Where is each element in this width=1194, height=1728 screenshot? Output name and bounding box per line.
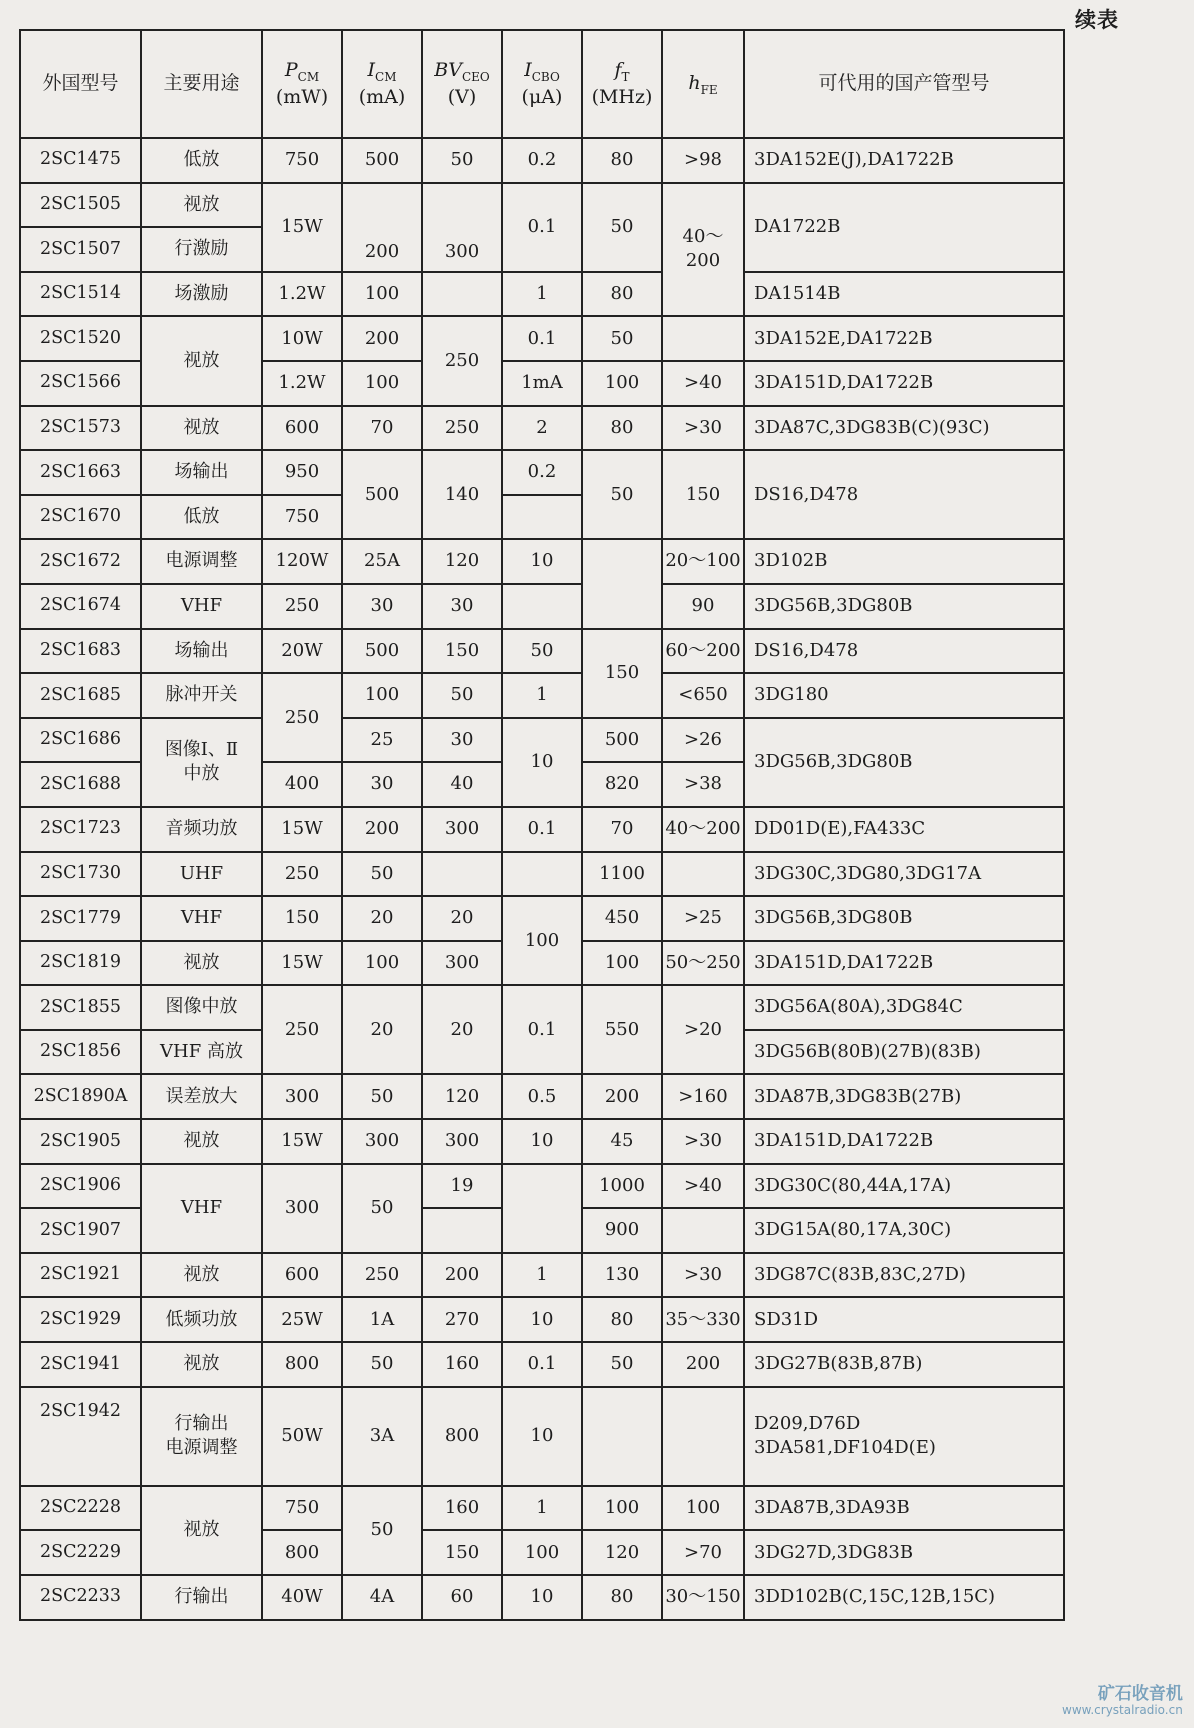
pcm-cell: 150: [262, 896, 342, 941]
icm-cell: 100: [342, 673, 422, 718]
model-cell: 2SC1730: [20, 852, 141, 897]
replacement-cell: 3DG30C,3DG80,3DG17A: [744, 852, 1064, 897]
pcm-cell: 25W: [262, 1297, 342, 1342]
model-cell: 2SC1929: [20, 1297, 141, 1342]
icbo-cell: 2: [502, 406, 582, 451]
use-cell: 视放: [141, 316, 262, 405]
pcm-cell: 10W: [262, 316, 342, 361]
ft-cell: 50: [582, 1342, 662, 1387]
site-watermark: 矿石收音机 www.crystalradio.cn: [1062, 1684, 1183, 1717]
bvceo-cell: 200: [422, 1253, 502, 1298]
model-cell: 2SC1674: [20, 584, 141, 629]
hfe-cell: >70: [662, 1530, 744, 1575]
icbo-cell: 0.1: [502, 985, 582, 1074]
bvceo-cell: 270: [422, 1297, 502, 1342]
replacement-cell: DD01D(E),FA433C: [744, 807, 1064, 852]
icm-cell: 50: [342, 852, 422, 897]
pcm-cell: 300: [262, 1074, 342, 1119]
replacement-cell: 3DD102B(C,15C,12B,15C): [744, 1575, 1064, 1620]
replacement-cell: 3DA151D,DA1722B: [744, 941, 1064, 986]
pcm-cell: 15W: [262, 1119, 342, 1164]
table-row: [20, 1387, 1064, 1486]
hfe-cell: 60～200: [662, 629, 744, 674]
hfe-cell: >40: [662, 1164, 744, 1209]
pcm-cell: 950: [262, 450, 342, 495]
use-cell: 视放: [141, 1342, 262, 1387]
hfe-cell: >25: [662, 896, 744, 941]
hfe-cell: >30: [662, 406, 744, 451]
bvceo-cell: 19: [422, 1164, 502, 1209]
ft-cell: [582, 1387, 662, 1486]
bvceo-cell: [422, 1208, 502, 1253]
ft-cell: [582, 539, 662, 628]
hfe-cell: 35～330: [662, 1297, 744, 1342]
table-row: [20, 896, 1064, 941]
model-cell: 2SC1475: [20, 138, 141, 183]
bvceo-cell: 140: [422, 450, 502, 539]
table-row: [20, 584, 1064, 629]
icm-cell: 50: [342, 1486, 422, 1575]
header-icbo: $I_{CBO}$ (μA): [502, 30, 582, 138]
bvceo-cell: 300: [422, 941, 502, 986]
model-cell: 2SC2228: [20, 1486, 141, 1531]
pcm-cell: 40W: [262, 1575, 342, 1620]
icm-cell: 20: [342, 896, 422, 941]
hfe-cell: <650: [662, 673, 744, 718]
header-use: 主要用途: [141, 30, 262, 138]
pcm-cell: 50W: [262, 1387, 342, 1486]
bvceo-cell: 30: [422, 584, 502, 629]
use-cell: 图像Ⅰ、Ⅱ 中放: [141, 718, 262, 807]
table-row: [20, 1297, 1064, 1342]
icm-cell: 50: [342, 1074, 422, 1119]
icm-cell: 50: [342, 1164, 422, 1253]
model-cell: 2SC1890A: [20, 1074, 141, 1119]
use-cell: 场输出: [141, 629, 262, 674]
model-cell: 2SC1907: [20, 1208, 141, 1253]
header-replacement: 可代用的国产管型号: [744, 30, 1064, 138]
use-cell: 行激励: [141, 227, 262, 272]
model-cell: 2SC1688: [20, 762, 141, 807]
hfe-cell: >98: [662, 138, 744, 183]
hfe-cell: >26: [662, 718, 744, 763]
icbo-cell: 10: [502, 1575, 582, 1620]
icbo-cell: 1: [502, 1486, 582, 1531]
use-cell: 视放: [141, 406, 262, 451]
use-cell: VHF: [141, 1164, 262, 1253]
replacement-cell: DA1722B: [744, 183, 1064, 272]
use-cell: VHF 高放: [141, 1030, 262, 1075]
bvceo-cell: [422, 272, 502, 317]
bvceo-cell: 20: [422, 896, 502, 941]
hfe-cell: [662, 852, 744, 897]
icbo-cell: [502, 584, 582, 629]
bvceo-cell: 250: [422, 406, 502, 451]
model-cell: 2SC2233: [20, 1575, 141, 1620]
hfe-cell: >30: [662, 1253, 744, 1298]
pcm-cell: 250: [262, 673, 342, 762]
pcm-cell: 20W: [262, 629, 342, 674]
model-cell: 2SC1663: [20, 450, 141, 495]
model-cell: 2SC2229: [20, 1530, 141, 1575]
icbo-cell: 0.5: [502, 1074, 582, 1119]
ft-cell: 50: [582, 183, 662, 272]
icm-cell: 200: [342, 316, 422, 361]
hfe-cell: 50～250: [662, 941, 744, 986]
icbo-cell: 1: [502, 272, 582, 317]
header-model: 外国型号: [20, 30, 141, 138]
pcm-cell: 600: [262, 1253, 342, 1298]
replacement-cell: 3DG180: [744, 673, 1064, 718]
transistor-substitution-table: [19, 29, 1065, 1621]
table-row: [20, 1342, 1064, 1387]
table-row: [20, 1119, 1064, 1164]
icbo-cell: 10: [502, 539, 582, 584]
model-cell: 2SC1573: [20, 406, 141, 451]
hfe-cell: >160: [662, 1074, 744, 1119]
bvceo-cell: 30: [422, 718, 502, 763]
table-row: [20, 1164, 1064, 1209]
ft-cell: 50: [582, 450, 662, 539]
model-cell: 2SC1856: [20, 1030, 141, 1075]
hfe-cell: 90: [662, 584, 744, 629]
use-cell: 视放: [141, 941, 262, 986]
header-hfe: $h_{FE}$: [662, 30, 744, 138]
use-cell: 行输出: [141, 1575, 262, 1620]
pcm-cell: 250: [262, 985, 342, 1074]
hfe-cell: 40～ 200: [662, 183, 744, 317]
icm-cell: 4A: [342, 1575, 422, 1620]
table-row: [20, 406, 1064, 451]
replacement-cell: 3DG27B(83B,87B): [744, 1342, 1064, 1387]
replacement-cell: 3DG56B,3DG80B: [744, 896, 1064, 941]
model-cell: 2SC1685: [20, 673, 141, 718]
hfe-cell: >40: [662, 361, 744, 406]
replacement-cell: SD31D: [744, 1297, 1064, 1342]
bvceo-cell: 20: [422, 985, 502, 1074]
bvceo-cell: 300: [422, 807, 502, 852]
icm-cell: 20: [342, 985, 422, 1074]
ft-cell: 80: [582, 272, 662, 317]
icm-cell: 30: [342, 762, 422, 807]
icm-cell: 3A: [342, 1387, 422, 1486]
use-cell: 行输出 电源调整: [141, 1387, 262, 1486]
bvceo-cell: 120: [422, 1074, 502, 1119]
table-row: [20, 1253, 1064, 1298]
table-row: [20, 1486, 1064, 1531]
bvceo-cell: 60: [422, 1575, 502, 1620]
pcm-cell: 15W: [262, 183, 342, 272]
hfe-cell: [662, 1208, 744, 1253]
pcm-cell: 250: [262, 584, 342, 629]
use-cell: 脉冲开关: [141, 673, 262, 718]
bvceo-cell: 50: [422, 138, 502, 183]
table-row: [20, 985, 1064, 1030]
icm-cell: 500: [342, 450, 422, 539]
model-cell: 2SC1779: [20, 896, 141, 941]
icm-cell: 25A: [342, 539, 422, 584]
replacement-cell: DS16,D478: [744, 450, 1064, 539]
pcm-cell: 250: [262, 852, 342, 897]
ft-cell: 70: [582, 807, 662, 852]
bvceo-cell: 150: [422, 1530, 502, 1575]
icbo-cell: [502, 495, 582, 540]
replacement-cell: 3DG27D,3DG83B: [744, 1530, 1064, 1575]
model-cell: 2SC1670: [20, 495, 141, 540]
model-cell: 2SC1906: [20, 1164, 141, 1209]
hfe-cell: >30: [662, 1119, 744, 1164]
table-row: [20, 629, 1064, 674]
bvceo-cell: 160: [422, 1486, 502, 1531]
icbo-cell: 1: [502, 673, 582, 718]
model-cell: 2SC1520: [20, 316, 141, 361]
ft-cell: 120: [582, 1530, 662, 1575]
hfe-cell: [662, 316, 744, 361]
icm-cell: 100: [342, 272, 422, 317]
table-row: [20, 852, 1064, 897]
model-cell: 2SC1507: [20, 227, 141, 272]
hfe-cell: 30～150: [662, 1575, 744, 1620]
table-row: [20, 316, 1064, 361]
ft-cell: 45: [582, 1119, 662, 1164]
pcm-cell: 15W: [262, 807, 342, 852]
icbo-cell: 10: [502, 1119, 582, 1164]
bvceo-cell: 300: [422, 183, 502, 272]
ft-cell: 200: [582, 1074, 662, 1119]
continuation-label: 续表: [1075, 8, 1119, 32]
bvceo-cell: 150: [422, 629, 502, 674]
table-row: [20, 1074, 1064, 1119]
icbo-cell: 0.2: [502, 450, 582, 495]
icm-cell: 50: [342, 1342, 422, 1387]
pcm-cell: 1.2W: [262, 272, 342, 317]
ft-cell: 900: [582, 1208, 662, 1253]
ft-cell: 100: [582, 941, 662, 986]
pcm-cell: 800: [262, 1530, 342, 1575]
icm-cell: 30: [342, 584, 422, 629]
hfe-cell: 100: [662, 1486, 744, 1531]
bvceo-cell: 800: [422, 1387, 502, 1486]
model-cell: 2SC1686: [20, 718, 141, 763]
icbo-cell: 1: [502, 1253, 582, 1298]
model-cell: 2SC1905: [20, 1119, 141, 1164]
hfe-cell: 200: [662, 1342, 744, 1387]
icbo-cell: 0.1: [502, 316, 582, 361]
hfe-cell: 40～200: [662, 807, 744, 852]
hfe-cell: >20: [662, 985, 744, 1074]
model-cell: 2SC1505: [20, 183, 141, 228]
use-cell: 低放: [141, 495, 262, 540]
use-cell: 低放: [141, 138, 262, 183]
model-cell: 2SC1514: [20, 272, 141, 317]
table-row: [20, 272, 1064, 317]
ft-cell: 500: [582, 718, 662, 763]
table-row: [20, 183, 1064, 228]
use-cell: VHF: [141, 896, 262, 941]
ft-cell: 100: [582, 1486, 662, 1531]
ft-cell: 150: [582, 629, 662, 718]
use-cell: 场激励: [141, 272, 262, 317]
replacement-cell: 3DA151D,DA1722B: [744, 361, 1064, 406]
table-row: [20, 539, 1064, 584]
bvceo-cell: 120: [422, 539, 502, 584]
icbo-cell: 0.1: [502, 183, 582, 272]
model-cell: 2SC1723: [20, 807, 141, 852]
pcm-cell: 300: [262, 1164, 342, 1253]
hfe-cell: [662, 1387, 744, 1486]
use-cell: 视放: [141, 1253, 262, 1298]
use-cell: 低频功放: [141, 1297, 262, 1342]
replacement-cell: 3DG56B(80B)(27B)(83B): [744, 1030, 1064, 1075]
replacement-cell: 3DG56A(80A),3DG84C: [744, 985, 1064, 1030]
replacement-cell: D209,D76D 3DA581,DF104D(E): [744, 1387, 1064, 1486]
icm-cell: 200: [342, 807, 422, 852]
icm-cell: 500: [342, 138, 422, 183]
replacement-cell: 3DG30C(80,44A,17A): [744, 1164, 1064, 1209]
ft-cell: 450: [582, 896, 662, 941]
icbo-cell: 10: [502, 1387, 582, 1486]
ft-cell: 1100: [582, 852, 662, 897]
icbo-cell: 0.2: [502, 138, 582, 183]
replacement-cell: 3DA152E(J),DA1722B: [744, 138, 1064, 183]
bvceo-cell: 250: [422, 316, 502, 405]
ft-cell: 100: [582, 361, 662, 406]
use-cell: 视放: [141, 183, 262, 228]
table-row: [20, 718, 1064, 763]
hfe-cell: >38: [662, 762, 744, 807]
ft-cell: 50: [582, 316, 662, 361]
use-cell: 视放: [141, 1486, 262, 1575]
icm-cell: 300: [342, 1119, 422, 1164]
header-row: [20, 30, 1064, 138]
pcm-cell: 400: [262, 762, 342, 807]
pcm-cell: 800: [262, 1342, 342, 1387]
bvceo-cell: 50: [422, 673, 502, 718]
use-cell: 误差放大: [141, 1074, 262, 1119]
model-cell: 2SC1683: [20, 629, 141, 674]
use-cell: 音频功放: [141, 807, 262, 852]
icbo-cell: [502, 1164, 582, 1253]
icbo-cell: 50: [502, 629, 582, 674]
replacement-cell: 3DA151D,DA1722B: [744, 1119, 1064, 1164]
pcm-cell: 1.2W: [262, 361, 342, 406]
ft-cell: 1000: [582, 1164, 662, 1209]
model-cell: 2SC1941: [20, 1342, 141, 1387]
icm-cell: 25: [342, 718, 422, 763]
use-cell: 视放: [141, 1119, 262, 1164]
icbo-cell: 100: [502, 896, 582, 985]
pcm-cell: 15W: [262, 941, 342, 986]
ft-cell: 130: [582, 1253, 662, 1298]
use-cell: 电源调整: [141, 539, 262, 584]
replacement-cell: 3DA152E,DA1722B: [744, 316, 1064, 361]
replacement-cell: 3DG56B,3DG80B: [744, 718, 1064, 807]
model-cell: 2SC1566: [20, 361, 141, 406]
icm-cell: 70: [342, 406, 422, 451]
model-cell: 2SC1942: [20, 1387, 141, 1486]
bvceo-cell: 160: [422, 1342, 502, 1387]
table-row: [20, 807, 1064, 852]
replacement-cell: DA1514B: [744, 272, 1064, 317]
use-cell: 场输出: [141, 450, 262, 495]
bvceo-cell: 40: [422, 762, 502, 807]
replacement-cell: 3DG56B,3DG80B: [744, 584, 1064, 629]
icm-cell: 1A: [342, 1297, 422, 1342]
ft-cell: 80: [582, 138, 662, 183]
model-cell: 2SC1819: [20, 941, 141, 986]
icbo-cell: 1mA: [502, 361, 582, 406]
icbo-cell: [502, 852, 582, 897]
ft-cell: 80: [582, 1575, 662, 1620]
replacement-cell: 3DG15A(80,17A,30C): [744, 1208, 1064, 1253]
ft-cell: 80: [582, 1297, 662, 1342]
table-row: [20, 1575, 1064, 1620]
hfe-cell: 150: [662, 450, 744, 539]
header-icm: $I_{CM}$ (mA): [342, 30, 422, 138]
ft-cell: 550: [582, 985, 662, 1074]
pcm-cell: 750: [262, 138, 342, 183]
ft-cell: 820: [582, 762, 662, 807]
model-cell: 2SC1672: [20, 539, 141, 584]
replacement-cell: 3DA87C,3DG83B(C)(93C): [744, 406, 1064, 451]
icbo-cell: 0.1: [502, 807, 582, 852]
header-bvceo: $BV_{CEO}$ (V): [422, 30, 502, 138]
icbo-cell: 10: [502, 1297, 582, 1342]
hfe-cell: 20～100: [662, 539, 744, 584]
icm-cell: 100: [342, 361, 422, 406]
bvceo-cell: 300: [422, 1119, 502, 1164]
icbo-cell: 0.1: [502, 1342, 582, 1387]
ft-cell: 80: [582, 406, 662, 451]
table-row: [20, 138, 1064, 183]
pcm-cell: 600: [262, 406, 342, 451]
icm-cell: 100: [342, 941, 422, 986]
use-cell: VHF: [141, 584, 262, 629]
use-cell: 图像中放: [141, 985, 262, 1030]
icbo-cell: 10: [502, 718, 582, 807]
pcm-cell: 750: [262, 1486, 342, 1531]
header-ft: $f_T$ (MHz): [582, 30, 662, 138]
table-row: [20, 673, 1064, 718]
bvceo-cell: [422, 852, 502, 897]
pcm-cell: 120W: [262, 539, 342, 584]
icm-cell: 500: [342, 629, 422, 674]
pcm-cell: 750: [262, 495, 342, 540]
replacement-cell: DS16,D478: [744, 629, 1064, 674]
icm-cell: 250: [342, 1253, 422, 1298]
model-cell: 2SC1855: [20, 985, 141, 1030]
header-pcm: $P_{CM}$ (mW): [262, 30, 342, 138]
replacement-cell: 3DA87B,3DG83B(27B): [744, 1074, 1064, 1119]
replacement-cell: 3D102B: [744, 539, 1064, 584]
replacement-cell: 3DA87B,3DA93B: [744, 1486, 1064, 1531]
table-row: [20, 450, 1064, 495]
model-cell: 2SC1921: [20, 1253, 141, 1298]
replacement-cell: 3DG87C(83B,83C,27D): [744, 1253, 1064, 1298]
icm-cell: 200: [342, 183, 422, 272]
icbo-cell: 100: [502, 1530, 582, 1575]
use-cell: UHF: [141, 852, 262, 897]
